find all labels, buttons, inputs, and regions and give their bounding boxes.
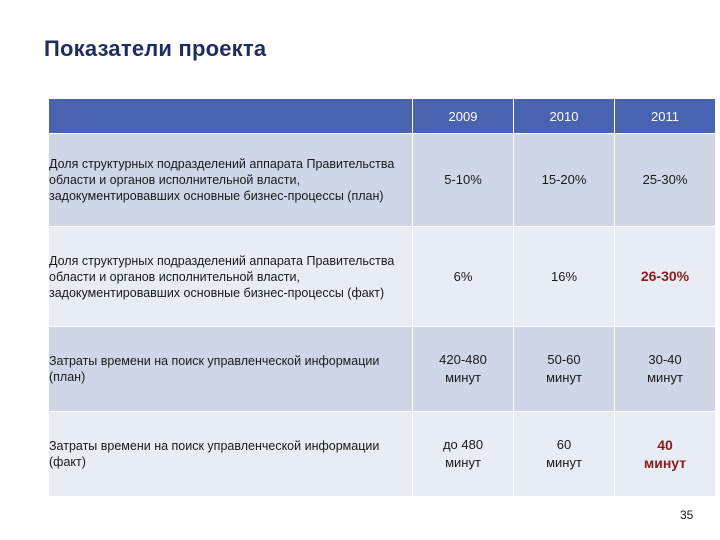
value-cell	[413, 412, 514, 497]
highlight-unit: минут	[643, 455, 687, 471]
value-unit: минут	[445, 455, 481, 470]
highlight-value: 40	[657, 437, 673, 453]
value-cell: 25-30%	[615, 134, 716, 227]
table-row	[49, 134, 716, 227]
page-number: 35	[680, 508, 694, 522]
value-number: 420-480	[439, 352, 487, 367]
table-row	[49, 327, 716, 412]
value-number: до 480	[442, 437, 484, 452]
header-year-2009: 2009	[413, 99, 514, 134]
value-number: 60	[556, 437, 572, 452]
value-cell	[514, 327, 615, 412]
row-label: Затраты времени на поиск управленческой информации (факт)	[49, 412, 413, 497]
value-cell: 16%	[514, 227, 615, 327]
value-unit: минут	[546, 370, 582, 385]
header-year-2010: 2010	[514, 99, 615, 134]
value-cell: 5-10%	[413, 134, 514, 227]
header-label-cell	[49, 99, 413, 134]
row-label: Затраты времени на поиск управленческой информации (план)	[49, 327, 413, 412]
value-cell: 15-20%	[514, 134, 615, 227]
indicators-table	[48, 98, 716, 497]
value-number: 30-40	[648, 352, 682, 367]
header-year-2011: 2011	[615, 99, 716, 134]
value-cell	[413, 327, 514, 412]
value-cell-highlight	[615, 227, 716, 327]
table-header-row	[49, 99, 716, 134]
table-row	[49, 412, 716, 497]
row-label: Доля структурных подразделений аппарата Правительства области и органов исполнительной власти, задокументировавших основные бизнес-процессы (факт)	[49, 227, 413, 327]
value-cell: 6%	[413, 227, 514, 327]
value-unit: минут	[546, 455, 582, 470]
value-cell	[615, 327, 716, 412]
row-label: Доля структурных подразделений аппарата Правительства области и органов исполнительной власти, задокументировавших основные бизнес-процессы (план)	[49, 134, 413, 227]
value-cell	[514, 412, 615, 497]
highlight-value: 26-30%	[640, 268, 690, 284]
value-cell-highlight	[615, 412, 716, 497]
value-unit: минут	[647, 370, 683, 385]
slide-title: Показатели проекта	[44, 36, 267, 61]
value-number: 50-60	[547, 352, 581, 367]
value-unit: минут	[445, 370, 481, 385]
table-row	[49, 227, 716, 327]
